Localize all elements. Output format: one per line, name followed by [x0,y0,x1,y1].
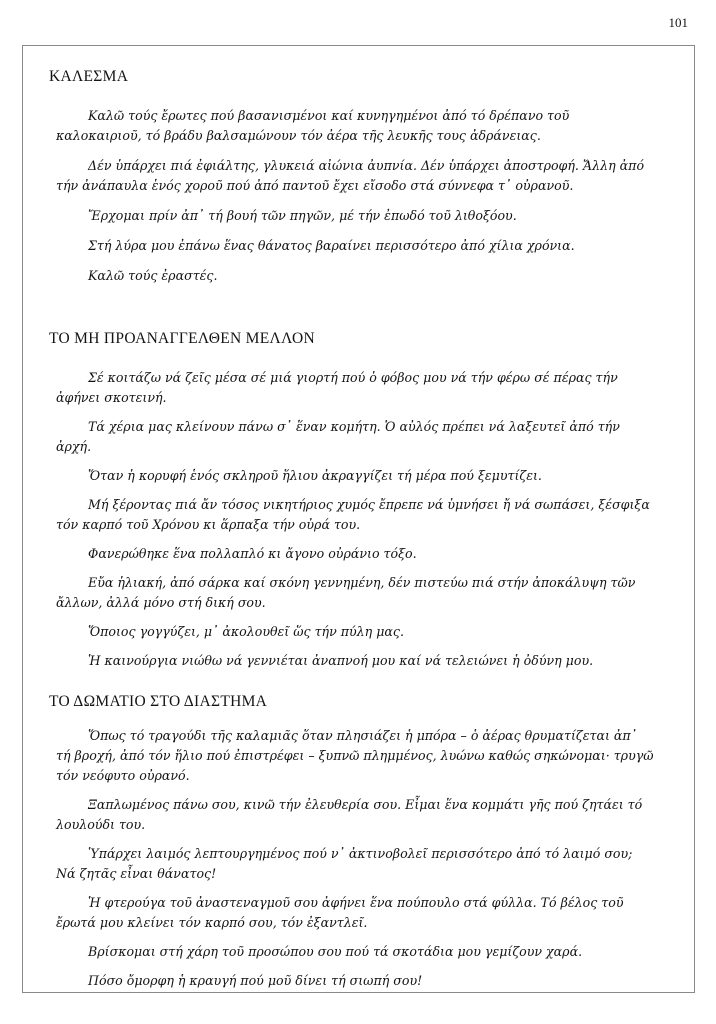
poem-to-mi-proanaggelthen-mellon [23,330,694,680]
poem-paragraph: Ὅποιος γογγύζει, μ᾽ ἀκολουθεῖ ὥς τήν πύλη μας. [88,624,404,639]
poem-paragraph: Τά χέρια μας κλείνουν πάνω σ᾽ ἕναν κομήτη. Ὁ αὐλός πρέπει νά λαξευτεῖ ἀπό τήν ἀρχή. [56,419,620,454]
poem-paragraph: Μή ξέροντας πιά ἄν τόσος νικητήριος χυμός ἔπρεπε νά ὑμνήσει ἤ νά σωπάσει, ξέσφιξα τόν καρπό τοῦ Χρόνου κι ἅρπαξα τήν οὐρά του. [56,497,650,532]
poem-paragraph: Ὅταν ἡ κορυφή ἑνός σκληροῦ ἥλιου ἀκραγγίζει τή μέρα πού ξεμυτίζει. [88,468,542,483]
poem-paragraph: Φανερώθηκε ἕνα πολλαπλό κι ἄγονο οὐράνιο τόξο. [88,546,417,561]
poem-paragraph: Εὔα ἡλιακή, ἀπό σάρκα καί σκόνη γεννημένη, δέν πιστεύω πιά στήν ἀποκάλυψη τῶν ἄλλων, ἀλλά μόνο στή δική σου. [56,575,636,610]
poem-paragraph: Ἡ καινούργια νιώθω νά γεννιέται ἀναπνοή μου καί νά τελειώνει ἡ ὀδύνη μου. [88,653,594,668]
page-number: 101 [668,15,688,30]
poem-paragraph: Ὅπως τό τραγούδι τῆς καλαμιᾶς ὅταν πλησιάζει ἡ μπόρα – ὁ ἀέρας θρυματίζεται ἀπ᾽ τή βροχή, ἀπό τόν ἥλιο πού ἐπιστρέφει – ξυπνῶ πλημμένος, λυώνω καθώς σηκώνομαι· τρυγῶ τόν νεόφυτο οὐρανό. [56,728,654,783]
content-frame [22,45,695,993]
poem-paragraph: Πόσο ὄμορφη ἡ κραυγή πού μοῦ δίνει τή σιωπή σου! [88,973,423,988]
poem-paragraph: Ξαπλωμένος πάνω σου, κινῶ τήν ἐλευθερία σου. Εἶμαι ἕνα κομμάτι γῆς πού ζητάει τό λουλούδι του. [56,797,643,832]
poem-paragraph: Δέν ὑπάρχει πιά ἐφιάλτης, γλυκειά αἰώνια ἀυπνία. Δέν ὑπάρχει ἀποστροφή. Ἄλλη ἀπό τήν ἀνάπαυλα ἑνός χοροῦ πού ἀπό παντοῦ ἔχει εἴσοδο στά σύννεφα τ᾽ οὐρανοῦ. [56,158,645,193]
poem-paragraph: Ἡ φτερούγα τοῦ ἀναστεναγμοῦ σου ἀφήνει ἕνα πούπουλο στά φύλλα. Τό βέλος τοῦ ἔρωτά μου κλείνει τόν καρπό σου, τόν ἐξαντλεῖ. [56,895,624,930]
poem-paragraph: Καλῶ τούς ἐραστές. [88,268,218,283]
poem-paragraph: Ὑπάρχει λαιμός λεπτουργημένος πού ν᾽ ἀκτινοβολεῖ περισσότερο ἀπό τό λαιμό σου; Νά ζητᾶς εἶναι θάνατος! [56,846,633,881]
poem-title: ΤΟ ΜΗ ΠΡΟΑΝΑΓΓΕΛΘΕΝ ΜΕΛΛΟΝ [49,330,315,347]
poem-title: ΚΑΛΕΣΜΑ [49,68,129,85]
poem-to-domatio-sto-diastima [23,693,694,1000]
poem-paragraph: Στή λύρα μου ἐπάνω ἕνας θάνατος βαραίνει περισσότερο ἀπό χίλια χρόνια. [88,238,575,253]
poem-paragraph: Ἔρχομαι πρίν ἀπ᾽ τή βουή τῶν πηγῶν, μέ τήν ἐπωδό τοῦ λιθοξόου. [88,208,517,223]
poem-title: ΤΟ ΔΩΜΑΤΙΟ ΣΤΟ ΔΙΑΣΤΗΜΑ [49,693,268,710]
poem-paragraph: Βρίσκομαι στή χάρη τοῦ προσώπου σου πού τά σκοτάδια μου γεμίζουν χαρά. [88,944,583,959]
poem-paragraph: Καλῶ τούς ἔρωτες πού βασανισμένοι καί κυνηγημένοι ἀπό τό δρέπανο τοῦ καλοκαιριοῦ, τό βράδυ βαλσαμώνουν τόν ἀέρα τῆς λευκῆς τους ἀδράνειας. [56,108,570,143]
poem-paragraph: Σέ κοιτάζω νά ζεῖς μέσα σέ μιά γιορτή πού ὁ φόβος μου νά τήν φέρω σέ πέρας τήν ἀφήνει σκοτεινή. [56,370,618,405]
poem-kalesma [23,68,694,296]
